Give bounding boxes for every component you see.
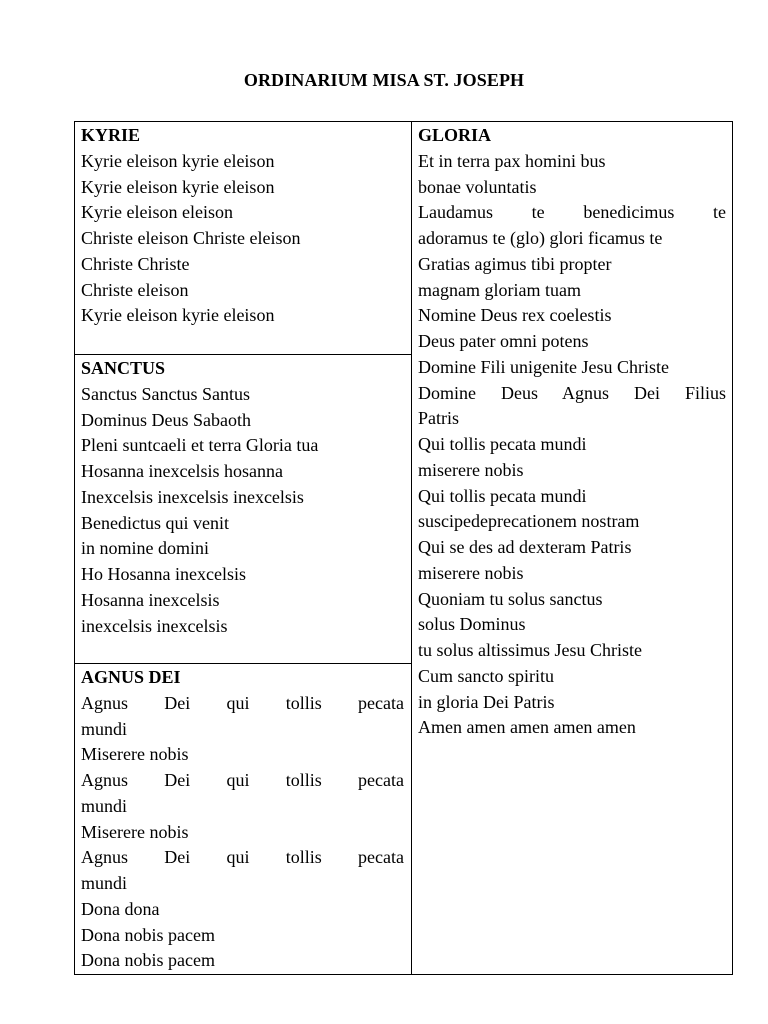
agnus-dei-heading: AGNUS DEI bbox=[81, 667, 181, 687]
sanctus-line: Hosanna inexcelsis hosanna bbox=[81, 461, 283, 481]
sanctus-line: Hosanna inexcelsis bbox=[81, 589, 220, 610]
kyrie-line: Christe Christe bbox=[81, 253, 190, 274]
gloria-line: Laudamus te benedicimus te bbox=[418, 202, 726, 223]
gloria-line: Et in terra pax homini bus bbox=[418, 150, 606, 171]
agnus-dei-line: Agnus Dei qui tollis pecata bbox=[81, 692, 404, 713]
gloria-line: Qui tollis pecata mundi bbox=[418, 485, 587, 506]
sanctus-line: Sanctus Sanctus Santus bbox=[81, 383, 250, 404]
mass-ordinary-table bbox=[74, 121, 733, 975]
agnus-dei-line: Dona nobis pacem bbox=[81, 950, 215, 971]
agnus-dei-line: mundi bbox=[81, 795, 128, 816]
kyrie-line: Christe eleison bbox=[81, 279, 189, 300]
gloria-line: bonae voluntatis bbox=[418, 176, 537, 197]
sanctus-line: in nomine domini bbox=[81, 538, 209, 559]
agnus-dei-line: Miserere nobis bbox=[81, 821, 189, 842]
kyrie-line: Kyrie eleison eleison bbox=[81, 202, 233, 223]
kyrie-line: Kyrie eleison kyrie eleison bbox=[81, 305, 275, 326]
gloria-line: Patris bbox=[418, 408, 460, 429]
kyrie-line: Kyrie eleison kyrie eleison bbox=[81, 176, 275, 197]
gloria-line: tu solus altissimus Jesu Christe bbox=[418, 640, 643, 660]
gloria-line: Cum sancto spiritu bbox=[418, 665, 554, 686]
kyrie-heading: KYRIE bbox=[81, 125, 141, 145]
gloria-line: miserere nobis bbox=[418, 562, 524, 583]
agnus-dei-line: mundi bbox=[81, 718, 128, 739]
agnus-dei-line: mundi bbox=[81, 873, 128, 893]
gloria-line: in gloria Dei Patris bbox=[418, 691, 555, 712]
gloria-heading: GLORIA bbox=[418, 125, 492, 145]
agnus-dei-line: Agnus Dei qui tollis pecata bbox=[81, 847, 404, 868]
gloria-cell bbox=[412, 122, 733, 975]
page-title: ORDINARIUM MISA ST. JOSEPH bbox=[243, 70, 525, 90]
gloria-line: Domine Fili unigenite Jesu Christe bbox=[418, 356, 669, 377]
gloria-line: Nomine Deus rex coelestis bbox=[418, 305, 612, 326]
gloria-line: Deus pater omni potens bbox=[418, 331, 589, 351]
agnus-dei-line: Dona dona bbox=[81, 898, 160, 919]
sanctus-cell bbox=[75, 355, 412, 664]
gloria-line: Qui tollis pecata mundi bbox=[418, 434, 587, 454]
agnus-dei-line: Agnus Dei qui tollis pecata bbox=[81, 770, 404, 790]
agnus-dei-line: Dona nobis pacem bbox=[81, 924, 215, 945]
kyrie-cell bbox=[75, 122, 412, 355]
gloria-line: adoramus te (glo) glori ficamus te bbox=[418, 228, 663, 248]
gloria-line: miserere nobis bbox=[418, 459, 524, 480]
sanctus-line: Benedictus qui venit bbox=[81, 512, 229, 533]
sanctus-heading: SANCTUS bbox=[81, 358, 166, 378]
gloria-line: Gratias agimus tibi propter bbox=[418, 253, 612, 274]
sanctus-line: Pleni suntcaeli et terra Gloria tua bbox=[81, 435, 319, 456]
gloria-line: suscipedeprecationem nostram bbox=[418, 511, 640, 532]
kyrie-line: Kyrie eleison kyrie eleison bbox=[81, 150, 275, 171]
gloria-line: solus Dominus bbox=[418, 614, 526, 635]
gloria-line: Domine Deus Agnus Dei Filius bbox=[418, 382, 726, 403]
kyrie-line: Christe eleison Christe eleison bbox=[81, 228, 301, 248]
agnus-dei-line: Miserere nobis bbox=[81, 744, 189, 765]
gloria-line: Qui se des ad dexteram Patris bbox=[418, 537, 632, 557]
gloria-line: Amen amen amen amen amen bbox=[418, 717, 636, 738]
sanctus-line: Ho Hosanna inexcelsis bbox=[81, 564, 246, 584]
agnus-dei-cell bbox=[75, 664, 412, 975]
sanctus-line: inexcelsis inexcelsis bbox=[81, 615, 228, 636]
gloria-line: Quoniam tu solus sanctus bbox=[418, 588, 603, 609]
sanctus-line: Dominus Deus Sabaoth bbox=[81, 409, 251, 430]
sanctus-line: Inexcelsis inexcelsis inexcelsis bbox=[81, 486, 304, 507]
gloria-line: magnam gloriam tuam bbox=[418, 279, 581, 300]
